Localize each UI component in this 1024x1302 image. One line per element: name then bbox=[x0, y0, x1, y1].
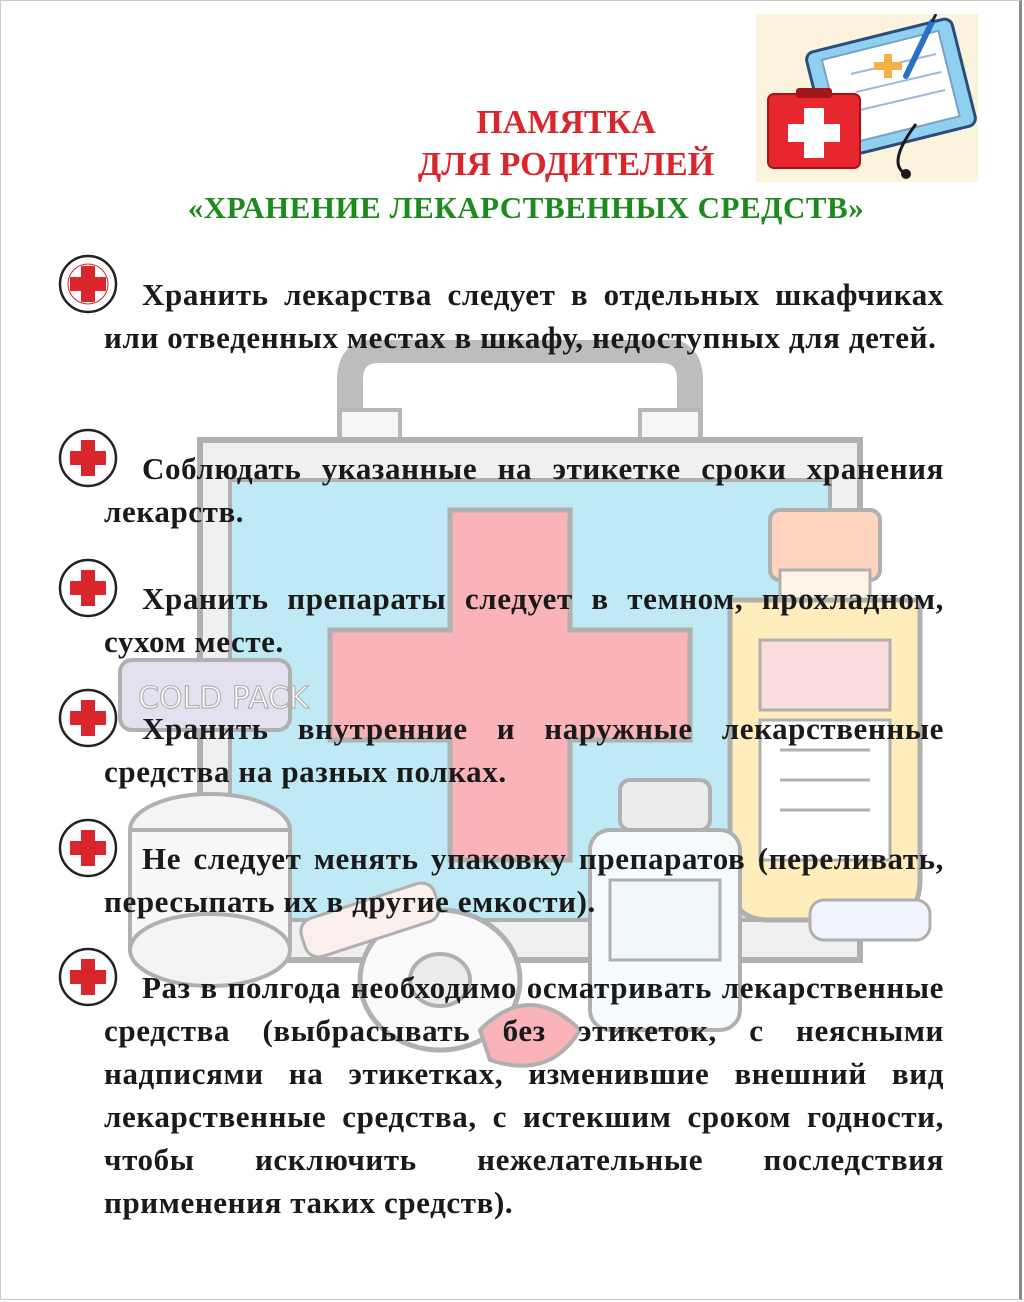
page-subtitle: ДЛЯ РОДИТЕЛЕЙ bbox=[417, 146, 715, 183]
red-cross-circle-icon bbox=[57, 817, 119, 879]
item-text: Раз в полгода необходимо осматривать лекарственные средства (выбрасывать без этикеток, с неясными надписями на этикетках, изменившие внешний вид лекарственные средства, с истекшим сроком годности, чтобы исключить нежелательные последствия применения таких средств). bbox=[104, 970, 944, 1220]
red-cross-circle-icon bbox=[57, 687, 119, 749]
list-item bbox=[104, 707, 944, 793]
list-item bbox=[104, 577, 944, 663]
item-text: Соблюдать указанные на этикетке сроки хранения лекарств. bbox=[104, 451, 944, 529]
cold-pack-label: COLD PACK bbox=[138, 681, 309, 716]
topic-heading: «ХРАНЕНИЕ ЛЕКАРСТВЕННЫХ СРЕДСТВ» bbox=[187, 190, 865, 225]
red-cross-circle-icon bbox=[57, 946, 119, 1008]
list-item bbox=[104, 966, 944, 1224]
item-text: Не следует менять упаковку препаратов (переливать, пересыпать их в другие емкости). bbox=[104, 841, 944, 919]
list-item bbox=[104, 273, 944, 359]
item-text: Хранить лекарства следует в отдельных шкафчиках или отведенных местах в шкафу, недоступных для детей. bbox=[104, 277, 944, 355]
red-cross-circle-icon bbox=[57, 557, 119, 619]
list-item bbox=[104, 837, 944, 923]
red-cross-circle-icon bbox=[57, 253, 119, 315]
page-title: ПАМЯТКА bbox=[476, 104, 656, 141]
item-text: Хранить препараты следует в темном, прохладном, сухом месте. bbox=[104, 581, 944, 659]
red-cross-circle-icon bbox=[57, 427, 119, 489]
list-item bbox=[104, 447, 944, 533]
item-text: Хранить внутренние и наружные лекарственные средства на разных полках. bbox=[104, 711, 944, 789]
